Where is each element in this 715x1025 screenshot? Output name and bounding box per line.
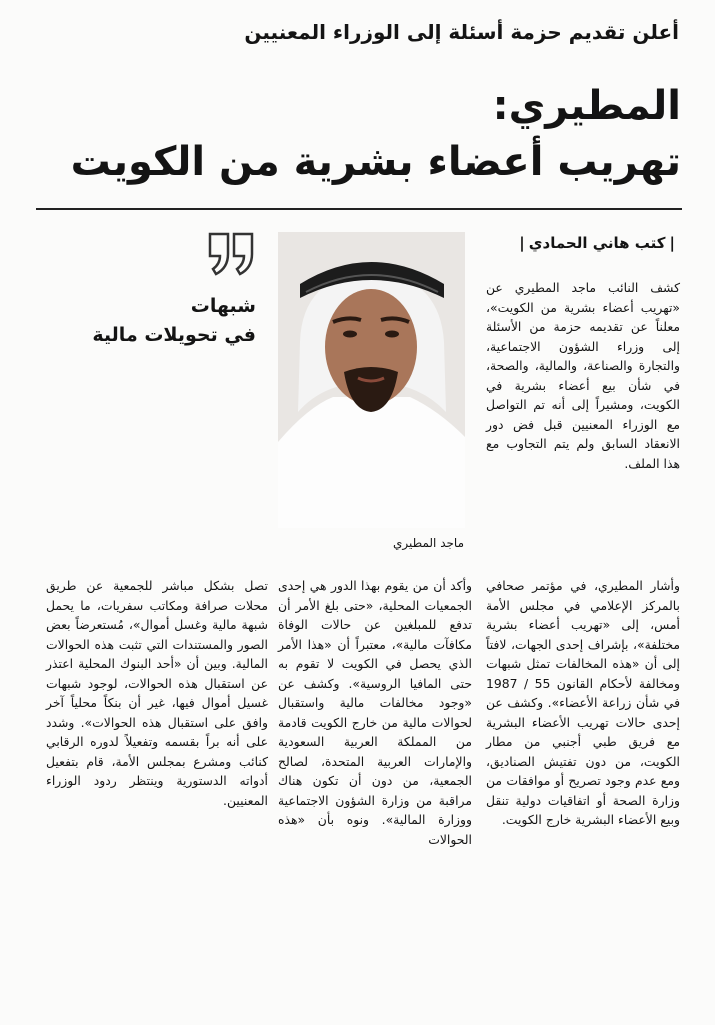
pull-quote: [41, 292, 256, 350]
quote-mark-icon: [206, 228, 258, 276]
headline-line-2: تهريب أعضاء بشرية من الكويت: [70, 139, 681, 185]
article-headline: [70, 78, 681, 190]
body-column-middle: [278, 576, 472, 849]
pull-quote-line-2: في تحويلات مالية: [92, 324, 256, 346]
body-column-left: [46, 576, 268, 810]
byline-bar-end: |: [519, 234, 525, 252]
pull-quote-line-1: شبهات: [190, 295, 256, 317]
body-paragraph: وأكد أن من يقوم بهذا الدور هي إحدى الجمعيات المحلية، «حتى بلغ الأمر أن تدفع للمبلغين عن حالات الوفاة مكافآت مالية»، معتبراً أن «هذا الأمر الذي يحصل في الكويت لا تقوم به حتى المافيا الروسية». وكشف عن «وجود مخالفات مالية واستقبال لحوالات مالية من خارج الكويت قادمة من المملكة العربية السعودية والإمارات العربية المتحدة، لصالح الجمعية، من دون أن تكون هناك مراقبة من وزارة الشؤون الاجتماعية ووزارة المالية». ونوه بأن «هذه الحوالات: [278, 578, 472, 847]
body-column-right-top: [486, 278, 680, 473]
article-kicker: أعلن تقديم حزمة أسئلة إلى الوزراء المعنيين: [244, 20, 679, 44]
body-paragraph: وأشار المطيري، في مؤتمر صحافي بالمركز الإعلامي في مجلس الأمة أمس، إلى «تهريب أعضاء بشرية مختلفة»، بإشراف إحدى الجهات، لافتاً إلى أن «هذه المخالفات تمثل شبهات ومخالفة لأحكام القانون 55 / 1987 في شأن زراعة الأعضاء». وكشف عن إحدى حالات تهريب الأعضاء البشرية مع فريق طبي أجنبي من مطار الكويت، من دون تفتيش الصناديق، ومع عدم وجود تصريح أو موافقات من وزارة الصحة أو اتفاقيات دولية تنقل وبيع الأعضاء البشرية خارج الكويت.: [486, 578, 680, 827]
body-paragraph: كشف النائب ماجد المطيري عن «تهريب أعضاء بشرية من الكويت»، معلناً عن تقديمه حزمة من الأسئلة إلى وزراء الشؤون الاجتماعية، والتجارة والصناعة، والمالية، والصحة، في شأن بيع أعضاء بشرية في الكويت، ومشيراً إلى أنه تم التواصل مع الوزراء المعنيين قبل فض دور الانعقاد السابق ولم يتم التجاوب مع هذا الملف.: [486, 280, 680, 471]
byline-bar-start: |: [669, 234, 675, 252]
body-column-right-bottom: [486, 576, 680, 830]
portrait-photo: [278, 232, 465, 528]
byline-text: كتب هاني الحمادي: [528, 234, 666, 252]
body-paragraph: تصل بشكل مباشر للجمعية عن طريق محلات صرافة ومكاتب سفريات، ما يحمل شبهة مالية وغسل أموال»، مُستعرضاً بعض الصور والمستندات التي تثبت هذه الحوالات المالية. وبين أن «أحد البنوك المحلية اعتذر عن استقبال هذه الحوالات، لوجود شبهات غسيل أموال فيها، غير أن بنكاً محلياً آخر وافق على استقبال هذه الحوالات». وشدد على أنه براً بقسمه وتفعيلاً لدوره الرقابي كنائب ومشرع بمجلس الأمة، قام بتفعيل أدواته الدستورية وينتظر ردود الوزراء المعنيين.: [46, 578, 268, 808]
photo-caption: ماجد المطيري: [392, 536, 464, 550]
byline: [515, 234, 679, 252]
headline-rule: [36, 208, 682, 210]
headline-line-1: المطيري:: [492, 83, 681, 129]
